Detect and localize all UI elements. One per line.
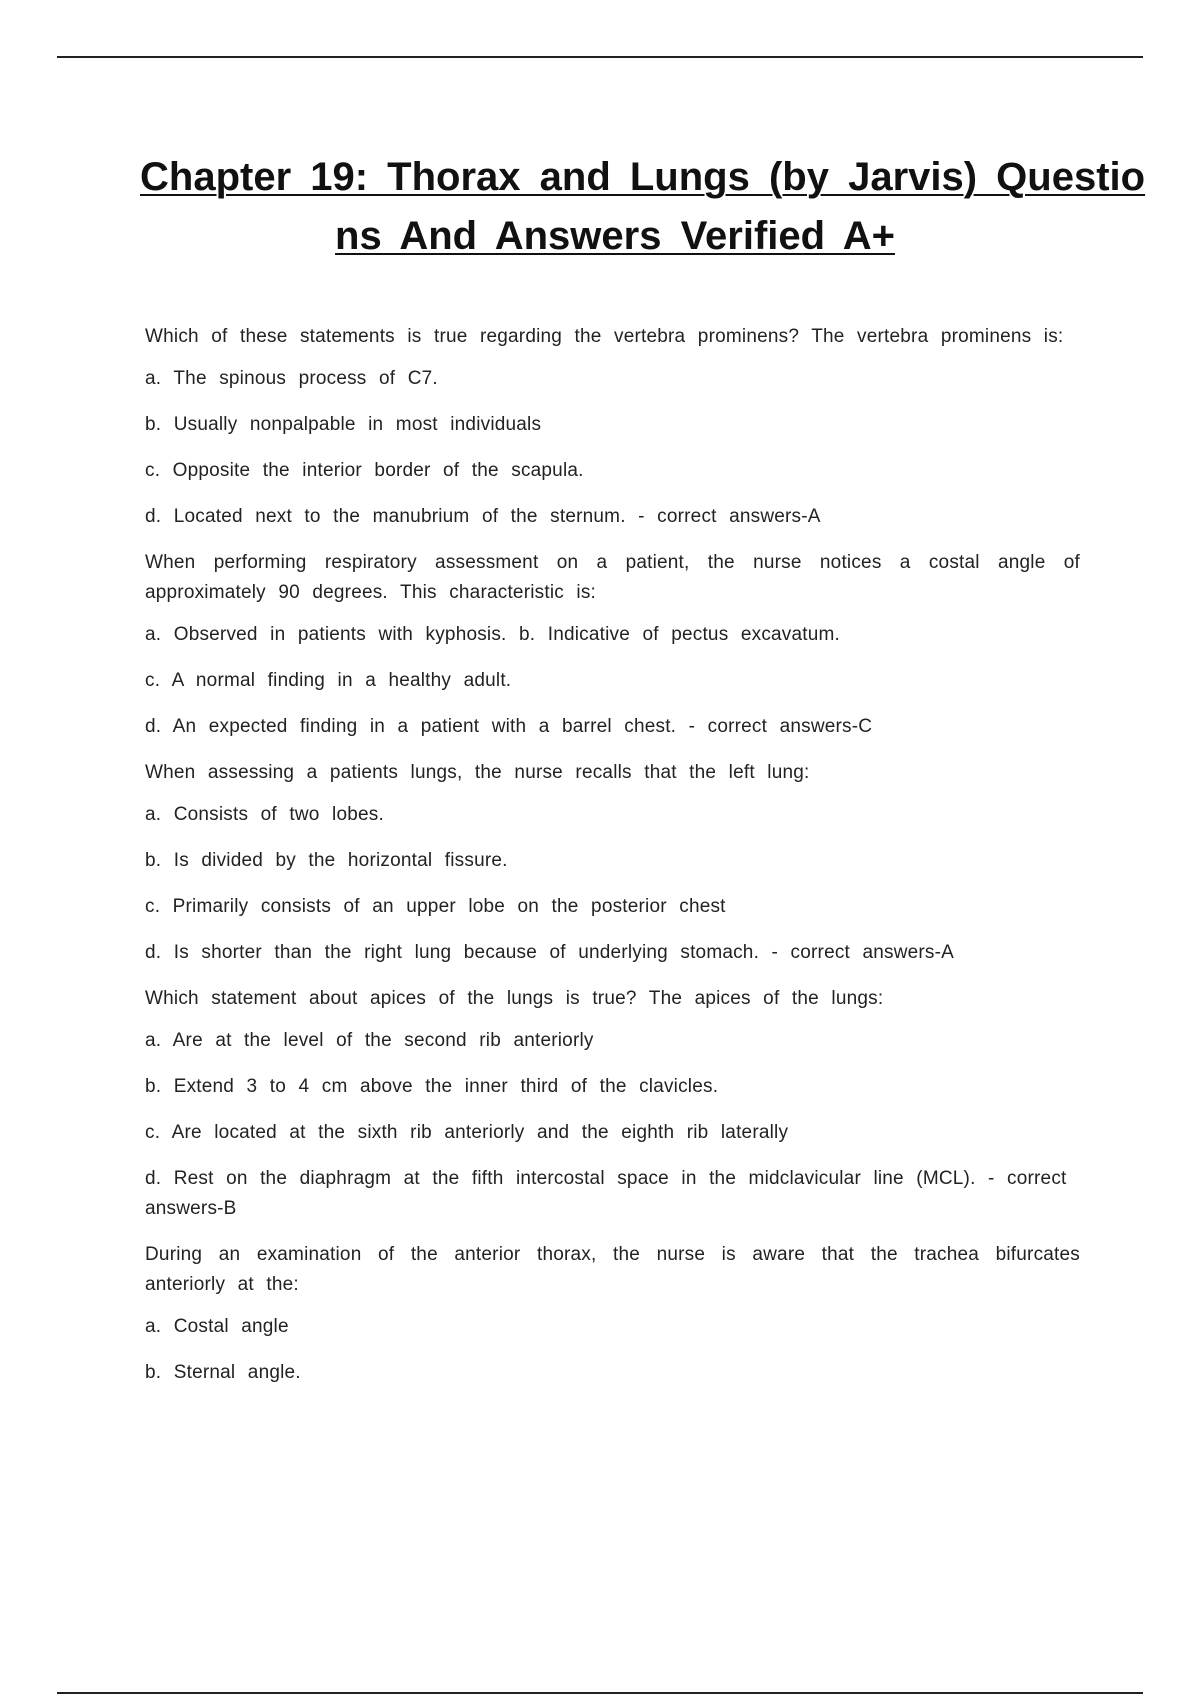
answer-option: d. Rest on the diaphragm at the fifth intercostal space in the midclavicular line (MCL). - correct answers-B xyxy=(145,1168,1067,1219)
answer-option: c. Are located at the sixth rib anteriorly and the eighth rib laterally xyxy=(145,1122,789,1143)
answer-option: d. Is shorter than the right lung because of underlying stomach. - correct answers-A xyxy=(145,942,955,963)
answer-option: a. Are at the level of the second rib anteriorly xyxy=(145,1030,594,1051)
document-title xyxy=(140,148,1146,266)
question-stem: During an examination of the anterior thorax, the nurse is aware that the trachea bifurcates anteriorly at the: xyxy=(145,1244,1080,1295)
title-line-1: Chapter 19: Thorax and Lungs (by Jarvis) Questio xyxy=(140,155,1146,199)
answer-option: c. Primarily consists of an upper lobe on the posterior chest xyxy=(145,896,726,917)
answer-option: c. Opposite the interior border of the scapula. xyxy=(145,460,584,481)
question-stem: When assessing a patients lungs, the nurse recalls that the left lung: xyxy=(145,762,810,783)
top-rule xyxy=(57,56,1143,58)
answer-option: b. Extend 3 to 4 cm above the inner third of the clavicles. xyxy=(145,1076,719,1097)
answer-option: a. Costal angle xyxy=(145,1316,289,1337)
answer-option: a. Consists of two lobes. xyxy=(145,804,384,825)
bottom-rule xyxy=(57,1692,1143,1694)
answer-option: a. The spinous process of C7. xyxy=(145,368,438,389)
title-line-2: ns And Answers Verified A+ xyxy=(335,214,895,258)
question-stem: Which of these statements is true regarding the vertebra prominens? The vertebra prominens is: xyxy=(145,326,1064,347)
answer-option: b. Usually nonpalpable in most individuals xyxy=(145,414,542,435)
question-list xyxy=(145,322,1080,1404)
answer-option: b. Is divided by the horizontal fissure. xyxy=(145,850,508,871)
question-stem: Which statement about apices of the lungs is true? The apices of the lungs: xyxy=(145,988,884,1009)
answer-option: a. Observed in patients with kyphosis. b. Indicative of pectus excavatum. xyxy=(145,624,841,645)
answer-option: d. An expected finding in a patient with a barrel chest. - correct answers-C xyxy=(145,716,873,737)
answer-option: b. Sternal angle. xyxy=(145,1362,301,1383)
answer-option: d. Located next to the manubrium of the sternum. - correct answers-A xyxy=(145,506,821,527)
answer-option: c. A normal finding in a healthy adult. xyxy=(145,670,512,691)
question-stem: When performing respiratory assessment on a patient, the nurse notices a costal angle of approximately 90 degrees. This characteristic is: xyxy=(145,552,1080,603)
